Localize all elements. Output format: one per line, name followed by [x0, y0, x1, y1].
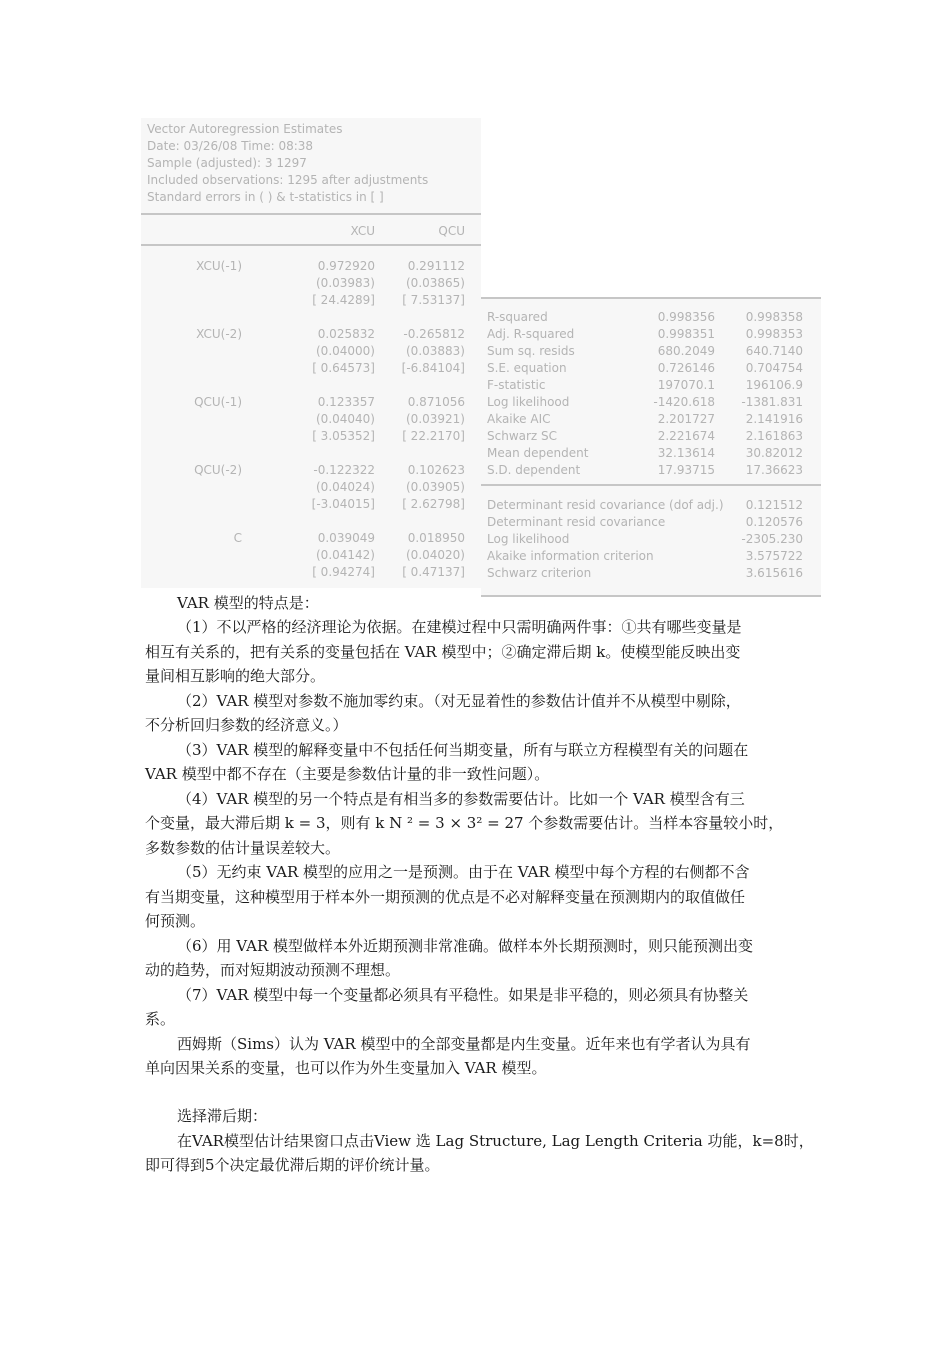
coef-cell: 0.102623	[407, 463, 465, 477]
lag-line-1: 在VAR模型估计结果窗口点击View 选 Lag Structure, Lag Length Criteria 功能，k=8时，	[177, 1132, 814, 1150]
stat-value: 30.82012	[745, 446, 803, 460]
stats-divider	[481, 484, 821, 486]
se-cell: (0.04020)	[406, 548, 465, 562]
stat-label: Adj. R-squared	[487, 327, 575, 341]
stat-label: S.D. dependent	[487, 463, 581, 477]
row-label-qcu-2: QCU(-2)	[194, 463, 242, 477]
stat-value: 0.704754	[745, 361, 803, 375]
t-cell: [ 22.2170]	[402, 429, 465, 443]
se-cell: (0.04142)	[316, 548, 375, 562]
feature-1-line-3: 量间相互影响的绝大部分。	[145, 667, 326, 685]
output-title: Vector Autoregression Estimates	[147, 122, 343, 136]
coef-cell: 0.018950	[407, 531, 465, 545]
output-note: Standard errors in ( ) & t-statistics in [ ]	[147, 190, 384, 204]
t-cell: [ 0.47137]	[402, 565, 465, 579]
feature-2-line-2: 不分析回归参数的经济意义。）	[145, 716, 348, 734]
stat-value: 17.36623	[745, 463, 803, 477]
system-stat-label: Schwarz criterion	[487, 566, 592, 580]
stat-value: 2.201727	[657, 412, 715, 426]
coef-cell: 0.291112	[407, 259, 465, 273]
se-cell: (0.04040)	[316, 412, 375, 426]
stat-value: 197070.1	[657, 378, 715, 392]
t-cell: [ 7.53137]	[402, 293, 465, 307]
feature-4-line-1: （4）VAR 模型的另一个特点是有相当多的参数需要估计。比如一个 VAR 模型含有三	[177, 790, 745, 808]
coef-cell: 0.039049	[317, 531, 375, 545]
column-header-xcu: XCU	[350, 224, 375, 238]
t-cell: [ 0.64573]	[312, 361, 375, 375]
stat-label: Log likelihood	[487, 395, 570, 409]
stat-label: Akaike AIC	[487, 412, 551, 426]
system-stat-value: 0.121512	[745, 498, 803, 512]
stat-value: 32.13614	[657, 446, 715, 460]
stat-value: 0.998351	[657, 327, 715, 341]
stat-value: 0.998358	[745, 310, 803, 324]
lag-line-2: 即可得到5个决定最优滞后期的评价统计量。	[145, 1156, 440, 1174]
feature-6-line-1: （6）用 VAR 模型做样本外近期预测非常准确。做样本外长期预测时，则只能预测出变	[177, 937, 754, 955]
t-cell: [ 3.05352]	[312, 429, 375, 443]
feature-2-line-1: （2）VAR 模型对参数不施加零约束。（对无显着性的参数估计值并不从模型中剔除，	[177, 692, 741, 710]
stat-value: 0.726146	[657, 361, 715, 375]
coef-cell: 0.871056	[407, 395, 465, 409]
feature-4-line-2: 个变量，最大滞后期 k = 3，则有 k N ² = 3 × 3² = 27 个参数需要估计。当样本容量较小时，	[145, 814, 784, 832]
stat-value: 0.998353	[745, 327, 803, 341]
coef-cell: 0.972920	[317, 259, 375, 273]
feature-7-line-2: 系。	[145, 1010, 176, 1028]
feature-4-line-3: 多数参数的估计量误差较大。	[145, 839, 341, 857]
stat-value: 2.141916	[745, 412, 803, 426]
coef-cell: 0.123357	[317, 395, 375, 409]
stat-label: Mean dependent	[487, 446, 589, 460]
t-cell: [-6.84104]	[401, 361, 465, 375]
system-stat-value: 3.615616	[745, 566, 803, 580]
stat-value: 196106.9	[745, 378, 803, 392]
stat-label: F-statistic	[487, 378, 546, 392]
output-observations: Included observations: 1295 after adjustments	[147, 173, 429, 187]
system-stat-label: Log likelihood	[487, 532, 570, 546]
system-stat-label: Determinant resid covariance (dof adj.)	[487, 498, 724, 512]
output-sample: Sample (adjusted): 3 1297	[147, 156, 307, 170]
system-stat-value: 3.575722	[745, 549, 803, 563]
stat-label: S.E. equation	[487, 361, 567, 375]
var-statistics-output	[481, 297, 821, 597]
sims-line-2: 单向因果关系的变量，也可以作为外生变量加入 VAR 模型。	[145, 1059, 547, 1077]
stat-value: -1381.831	[741, 395, 803, 409]
coef-cell: -0.265812	[403, 327, 465, 341]
stat-label: R-squared	[487, 310, 548, 324]
feature-1-line-2: 相互有关系的，把有关系的变量包括在 VAR 模型中；②确定滞后期 k。使模型能反映出变	[145, 643, 741, 661]
system-stat-label: Determinant resid covariance	[487, 515, 666, 529]
feature-7-line-1: （7）VAR 模型中每一个变量都必须具有平稳性。如果是非平稳的，则必须具有协整关	[177, 986, 749, 1004]
se-cell: (0.03883)	[406, 344, 465, 358]
feature-5-line-3: 何预测。	[145, 912, 206, 930]
stat-value: -1420.618	[653, 395, 715, 409]
se-cell: (0.03865)	[406, 276, 465, 290]
lag-heading: 选择滞后期：	[177, 1107, 268, 1125]
header-rule-bottom	[141, 244, 481, 246]
se-cell: (0.03983)	[316, 276, 375, 290]
stat-label: Schwarz SC	[487, 429, 558, 443]
stat-value: 17.93715	[657, 463, 715, 477]
system-stat-value: 0.120576	[745, 515, 803, 529]
row-label-qcu-1: QCU(-1)	[194, 395, 242, 409]
output-date-time: Date: 03/26/08 Time: 08:38	[147, 139, 314, 153]
feature-5-line-2: 有当期变量，这种模型用于样本外一期预测的优点是不必对解释变量在预测期内的取值做任	[145, 888, 746, 906]
stat-value: 2.161863	[745, 429, 803, 443]
sims-line-1: 西姆斯（Sims）认为 VAR 模型中的全部变量都是内生变量。近年来也有学者认为具有	[177, 1035, 751, 1053]
se-cell: (0.04000)	[316, 344, 375, 358]
se-cell: (0.04024)	[316, 480, 375, 494]
stat-value: 2.221674	[657, 429, 715, 443]
feature-3-line-2: VAR 模型中都不存在（主要是参数估计量的非一致性问题）。	[145, 765, 550, 783]
feature-5-line-1: （5）无约束 VAR 模型的应用之一是预测。由于在 VAR 模型中每个方程的右侧都不含	[177, 863, 750, 881]
t-cell: [ 24.4289]	[312, 293, 375, 307]
row-label-xcu-2: XCU(-2)	[196, 327, 242, 341]
t-cell: [-3.04015]	[311, 497, 375, 511]
t-cell: [ 0.94274]	[312, 565, 375, 579]
se-cell: (0.03905)	[406, 480, 465, 494]
feature-1-line-1: （1）不以严格的经济理论为依据。在建模过程中只需明确两件事：①共有哪些变量是	[177, 618, 742, 636]
feature-6-line-2: 动的趋势，而对短期波动预测不理想。	[145, 961, 401, 979]
intro-line: VAR 模型的特点是：	[177, 594, 319, 612]
system-stat-value: -2305.230	[741, 532, 803, 546]
stat-value: 640.7140	[745, 344, 803, 358]
system-stat-label: Akaike information criterion	[487, 549, 654, 563]
row-label-xcu-1: XCU(-1)	[196, 259, 242, 273]
t-cell: [ 2.62798]	[402, 497, 465, 511]
coef-cell: 0.025832	[317, 327, 375, 341]
stat-value: 680.2049	[657, 344, 715, 358]
feature-3-line-1: （3）VAR 模型的解释变量中不包括任何当期变量，所有与联立方程模型有关的问题在	[177, 741, 749, 759]
row-label-constant: C	[233, 531, 242, 545]
stat-value: 0.998356	[657, 310, 715, 324]
coef-cell: -0.122322	[313, 463, 375, 477]
stat-label: Sum sq. resids	[487, 344, 575, 358]
var-estimates-output	[141, 118, 481, 588]
column-header-qcu: QCU	[438, 224, 465, 238]
header-rule-top	[141, 213, 481, 215]
se-cell: (0.03921)	[406, 412, 465, 426]
